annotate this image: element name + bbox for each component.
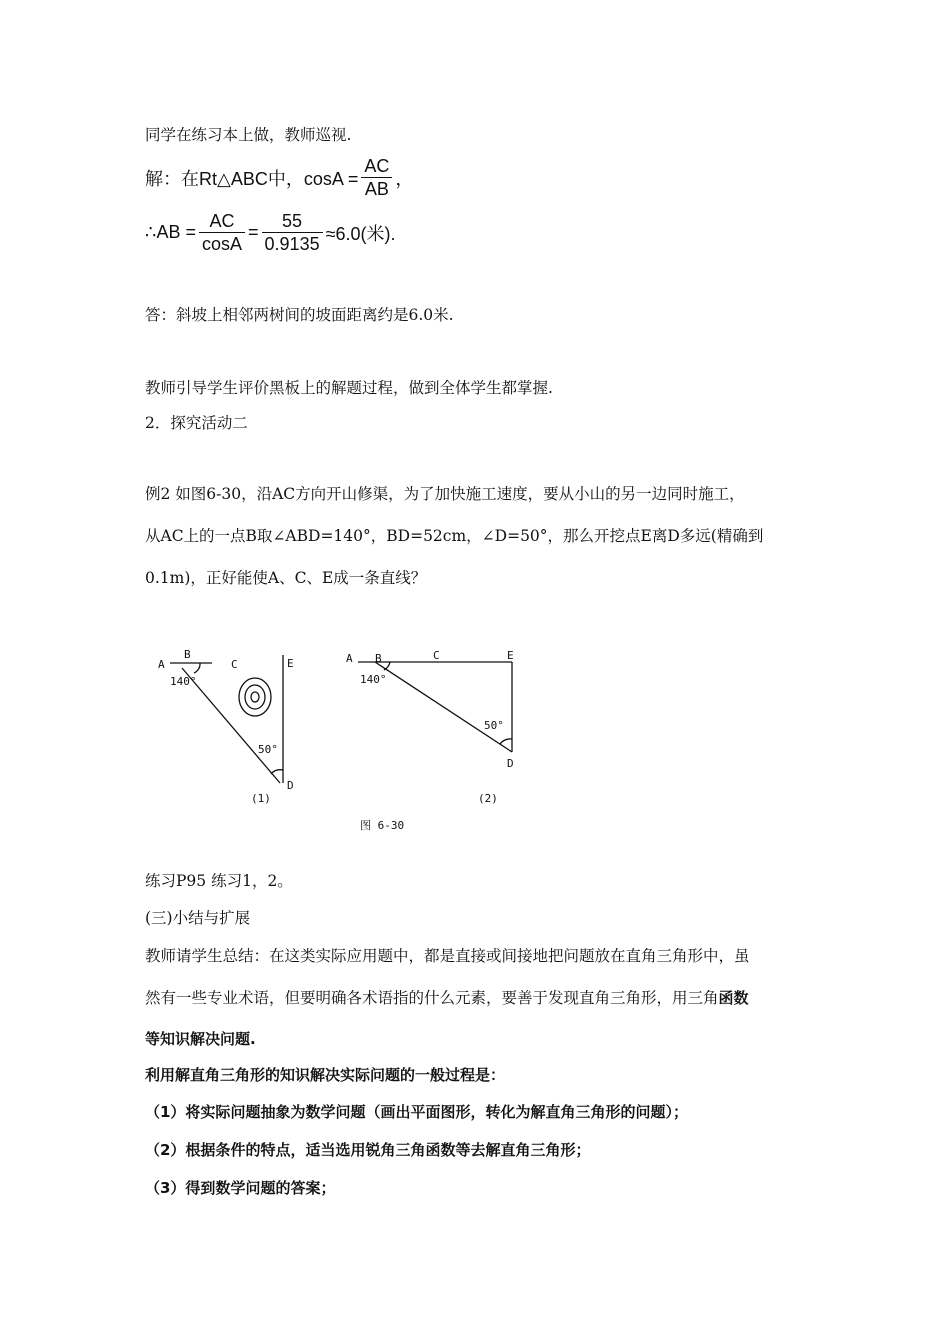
text-line <box>145 988 749 1008</box>
figure-6-30 <box>150 640 530 840</box>
label-angle-50-2: 50° <box>484 719 504 732</box>
hill-middle <box>245 685 265 709</box>
line-BD-2 <box>375 662 512 752</box>
label-angle-50-1: 50° <box>258 743 278 756</box>
label-E-2: E <box>507 649 514 662</box>
label-B-2: B <box>375 652 382 665</box>
formula-equals: = <box>248 222 259 242</box>
text-line: 同学在练习本上做，教师巡视. <box>145 126 352 144</box>
section-heading: (三)小结与扩展 <box>145 909 251 927</box>
formula-result: ≈6.0(米). <box>325 223 396 244</box>
label-B-1: B <box>184 648 191 661</box>
text-line: 教师请学生总结：在这类实际应用题中，都是直接或间接地把问题放在直角三角形中，虽 <box>145 947 750 965</box>
label-angle-140-2: 140° <box>360 673 387 686</box>
angle-arc-140-1 <box>194 663 200 673</box>
section-heading: 2．探究活动二 <box>145 414 248 432</box>
formula-AB <box>145 210 395 255</box>
fraction-numerator: AC <box>361 155 392 178</box>
text-line: 答：斜坡上相邻两树间的坡面距离约是6.0米. <box>145 306 454 324</box>
fraction-denominator: AB <box>364 179 389 199</box>
formula-prefix: ∴AB = <box>145 222 196 242</box>
fraction-denominator: cosA <box>201 234 243 254</box>
text-run-bold: 函数 <box>718 989 749 1007</box>
fraction-denominator: 0.9135 <box>264 234 320 254</box>
fraction-numerator: AC <box>199 210 245 233</box>
hill-outer <box>239 678 271 716</box>
text-line: 从AC上的一点B取∠ABD=140°，BD=52cm，∠D=50°，那么开挖点E离D多远(精确到 <box>145 527 764 545</box>
label-D-1: D <box>287 779 294 792</box>
angle-arc-140-2 <box>384 662 390 670</box>
step-2: （2）根据条件的特点，适当选用锐角三角函数等去解直角三角形； <box>145 1141 591 1159</box>
label-sub-1: (1) <box>251 792 271 805</box>
fraction-numerator: 55 <box>262 210 323 233</box>
label-C-1: C <box>231 658 238 671</box>
text-line: 练习P95 练习1，2。 <box>145 872 293 890</box>
line-BD-1 <box>182 668 280 783</box>
label-A-1: A <box>158 658 165 671</box>
label-C-2: C <box>433 649 440 662</box>
angle-arc-50-2 <box>500 739 512 744</box>
fraction <box>199 210 245 255</box>
figure-caption: 图 6-30 <box>360 819 405 832</box>
label-sub-2: (2) <box>478 792 498 805</box>
label-angle-140-1: 140° <box>170 675 197 688</box>
formula-comma: ， <box>395 168 414 189</box>
formula-prefix: 解：在Rt△ABC中，cosA = <box>145 168 359 189</box>
label-E-1: E <box>287 657 294 670</box>
text-line: 例2 如图6-30，沿AC方向开山修渠，为了加快施工速度，要从小山的另一边同时施工， <box>145 485 745 503</box>
formula-cosA <box>145 155 413 200</box>
label-A-2: A <box>346 652 353 665</box>
text-line: 等知识解决问题. <box>145 1030 256 1048</box>
step-3: （3）得到数学问题的答案； <box>145 1179 336 1197</box>
label-D-2: D <box>507 757 514 770</box>
fraction <box>361 155 392 200</box>
text-line: 0.1m)，正好能使A、C、E成一条直线？ <box>145 569 427 587</box>
process-heading: 利用解直角三角形的知识解决实际问题的一般过程是： <box>145 1066 506 1084</box>
angle-arc-50-1 <box>271 770 283 774</box>
fraction <box>262 210 323 255</box>
text-line: 教师引导学生评价黑板上的解题过程，做到全体学生都掌握. <box>145 379 553 397</box>
step-1: （1）将实际问题抽象为数学问题（画出平面图形，转化为解直角三角形的问题）； <box>145 1103 688 1121</box>
hill-inner <box>251 692 259 702</box>
text-run: 然有一些专业术语，但要明确各术语指的什么元素，要善于发现直角三角形，用三角 <box>145 989 719 1007</box>
